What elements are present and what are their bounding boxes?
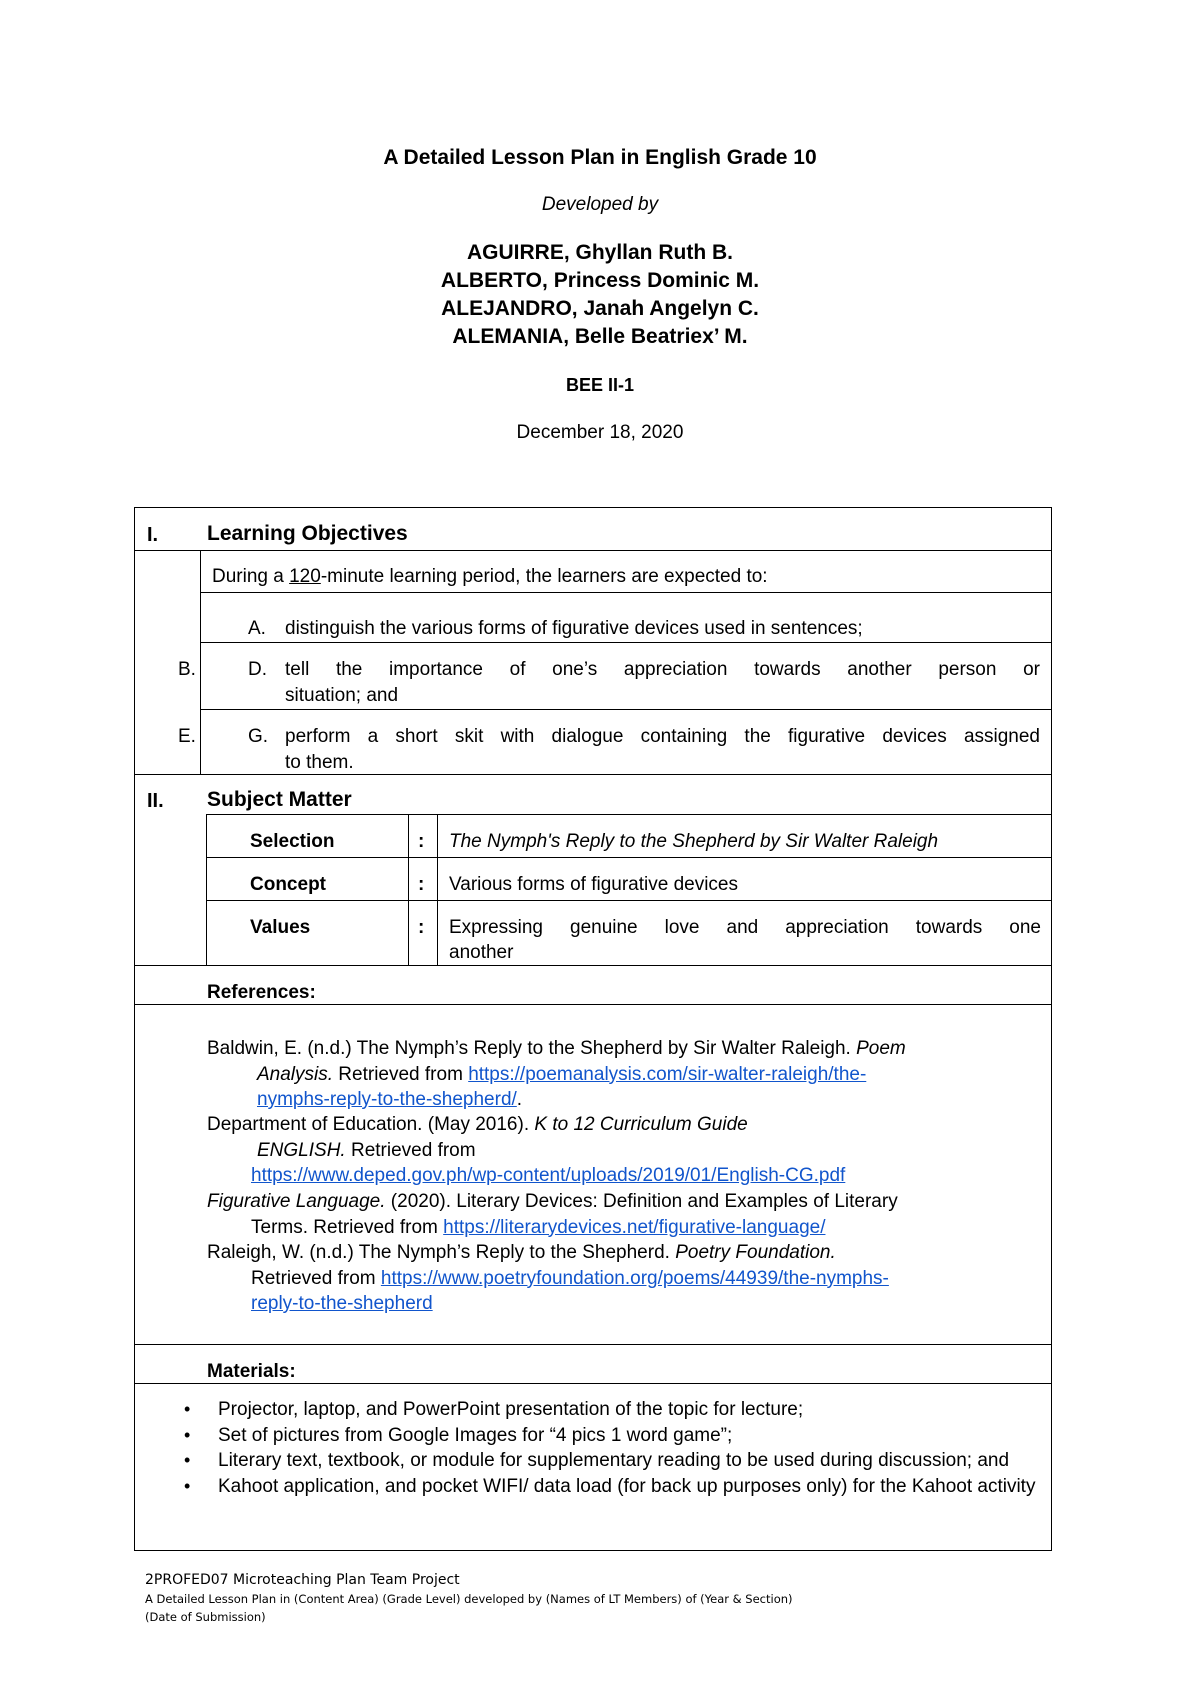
subject-value-values: Expressing genuine love and appreciation towards one [449, 917, 1041, 938]
table-rule [200, 550, 201, 774]
subject-label-values: Values [250, 917, 311, 938]
list-item: • Set of pictures from Google Images for “4 pics 1 word game”; [180, 1423, 1037, 1449]
subject-separator: : [418, 874, 425, 895]
author-name: AGUIRRE, Ghyllan Ruth B. [466, 241, 733, 264]
intro-text-before: During a [212, 566, 290, 587]
document-header [0, 144, 1200, 445]
objectives-intro [212, 564, 1042, 590]
objective-left-marker: E. [178, 726, 196, 747]
table-rule [206, 814, 1052, 815]
table-rule [408, 814, 409, 965]
document-title: A Detailed Lesson Plan in English Grade 10 [383, 146, 817, 169]
reference-link[interactable]: https://literarydevices.net/figurative-language/ [443, 1216, 826, 1238]
table-rule [437, 814, 438, 965]
reference-entry: Department of Education. (May 2016). K to 12 Curriculum Guide ENGLISH. Retrieved from https://www.deped.gov.ph/wp-content/uploads/2019/01/English-CG.pdf [207, 1114, 846, 1186]
subject-label-concept: Concept [250, 874, 326, 895]
document-date: December 18, 2020 [516, 422, 684, 443]
footer-date-line: (Date of Submission) [145, 1610, 266, 1624]
reference-link[interactable]: reply-to-the-shepherd [251, 1293, 433, 1314]
objective-text: tell the importance of one’s appreciation towards another person or [285, 659, 1040, 680]
subject-separator: : [418, 831, 425, 852]
table-rule [200, 642, 1052, 643]
objective-left-marker: B. [178, 659, 196, 680]
objective-text-continued: situation; and [285, 685, 399, 706]
table-rule [206, 900, 1052, 901]
table-rule [134, 1344, 1052, 1345]
subject-value-concept: Various forms of figurative devices [449, 874, 738, 895]
subject-section-number: II. [147, 790, 164, 812]
table-rule [134, 550, 1052, 551]
objective-text: perform a short skit with dialogue containing the figurative devices assigned [285, 726, 1040, 747]
subject-label-selection: Selection [250, 831, 335, 852]
list-item: • Literary text, textbook, or module for supplementary reading to be used during discussion; and [180, 1448, 1037, 1474]
subject-section-title: Subject Matter [207, 788, 352, 811]
table-rule [200, 592, 1052, 593]
intro-minutes: 120 [289, 566, 321, 587]
reference-link[interactable]: https://poemanalysis.com/sir-walter-raleigh/the- [468, 1063, 867, 1085]
table-rule [206, 814, 207, 965]
subject-separator: : [418, 917, 425, 938]
objectives-section-title: Learning Objectives [207, 522, 408, 545]
objective-marker: D. [248, 659, 267, 680]
objective-marker: A. [248, 618, 266, 639]
table-rule [206, 857, 1052, 858]
author-name: ALEJANDRO, Janah Angelyn C. [441, 297, 759, 320]
materials-list [180, 1397, 1037, 1499]
reference-entry: Figurative Language. (2020). Literary Devices: Definition and Examples of Literary Terms. Retrieved from https://literarydevices.net/figurative-language/ [207, 1191, 898, 1238]
reference-link[interactable]: https://www.poetryfoundation.org/poems/44939/the-nymphs- [380, 1267, 889, 1289]
reference-link[interactable]: nymphs-reply-to-the-shepherd/ [257, 1089, 517, 1110]
objectives-section-number: I. [147, 524, 159, 546]
footer-project-line: 2PROFED07 Microteaching Plan Team Project [145, 1572, 460, 1588]
reference-link[interactable]: https://www.deped.gov.ph/wp-content/uploads/2019/01/English-CG.pdf [251, 1165, 846, 1186]
list-item: • Kahoot application, and pocket WIFI/ data load (for back up purposes only) for the Kahoot activity [180, 1474, 1037, 1500]
subject-value-selection: The Nymph's Reply to the Shepherd by Sir Walter Raleigh [449, 831, 939, 852]
objective-text: distinguish the various forms of figurative devices used in sentences; [285, 618, 863, 639]
footer-template-line: A Detailed Lesson Plan in (Content Area) (Grade Level) developed by (Names of LT Members) of (Year & Section) [145, 1592, 793, 1606]
list-item: • Projector, laptop, and PowerPoint presentation of the topic for lecture; [180, 1397, 1037, 1423]
intro-text-after: -minute learning period, the learners are expected to: [320, 566, 768, 587]
reference-entry: Raleigh, W. (n.d.) The Nymph’s Reply to the Shepherd. Poetry Foundation. Retrieved from https://www.poetryfoundation.org/poems/44939/the-nymphs- reply-to-the-shepherd [207, 1242, 889, 1314]
author-list [0, 239, 1200, 351]
reference-entry: Baldwin, E. (n.d.) The Nymph’s Reply to the Shepherd by Sir Walter Raleigh. Poem Analysis. Retrieved from https://poemanalysis.com/sir-walter-raleigh/the- nymphs-reply-to-the-shepherd/. [207, 1038, 906, 1110]
subject-value-values-continued: another [449, 942, 514, 963]
references-heading: References: [207, 982, 316, 1003]
class-section: BEE II-1 [565, 375, 635, 395]
table-rule [200, 709, 1052, 710]
author-name: ALEMANIA, Belle Beatriex’ M. [452, 325, 748, 348]
objective-marker: G. [248, 726, 269, 747]
page-footer [145, 1570, 793, 1626]
objective-text-continued: to them. [285, 752, 354, 773]
materials-heading: Materials: [207, 1361, 296, 1382]
developed-by-label: Developed by [541, 194, 659, 215]
author-name: ALBERTO, Princess Dominic M. [440, 269, 760, 292]
